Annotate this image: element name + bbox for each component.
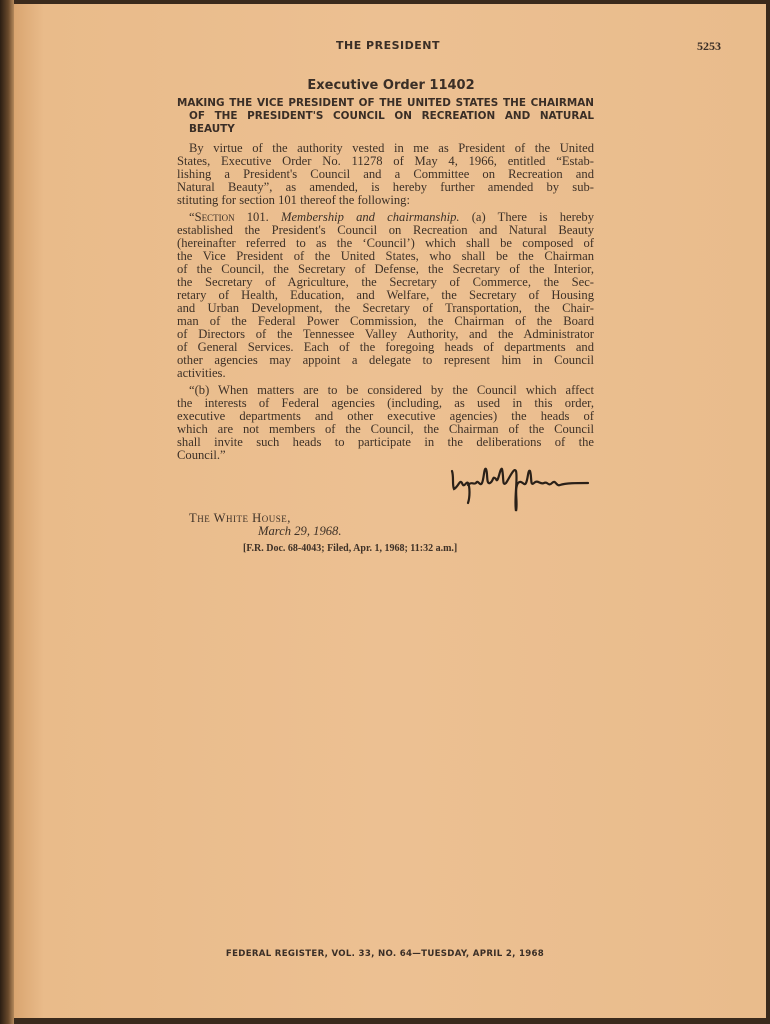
text-line: executive departments and other executive agencies) the heads of xyxy=(177,409,594,423)
text-line: other agencies may appoint a delegate to represent him in Council xyxy=(177,353,594,367)
filing-note: [F.R. Doc. 68-4043; Filed, Apr. 1, 1968; 11:32 a.m.] xyxy=(243,543,458,554)
text-line: man of the Federal Power Commission, the Chairman of the Board xyxy=(177,314,594,328)
text-line: of General Services. Each of the foregoing heads of departments and xyxy=(177,340,594,354)
section-header: THE PRESIDENT xyxy=(336,39,440,52)
heading-line: OF THE PRESIDENT'S COUNCIL ON RECREATION AND NATURAL xyxy=(189,110,594,122)
text-line: Natural Beauty”, as amended, is hereby further amended by sub- xyxy=(177,180,594,194)
text-line: established the President's Council on Recreation and Natural Beauty xyxy=(177,223,594,237)
text-line: stituting for section 101 thereof the following: xyxy=(177,193,410,207)
signature xyxy=(448,463,593,518)
book-binding-edge xyxy=(0,0,14,1024)
section-title: Membership and chairmanship. xyxy=(280,210,460,224)
preamble-paragraph xyxy=(177,142,594,207)
text-line: By virtue of the authority vested in me as President of the United xyxy=(189,141,594,155)
subsection-b-paragraph xyxy=(177,384,594,462)
text-span: (a) There is hereby xyxy=(471,210,594,224)
section-101-paragraph xyxy=(177,211,594,380)
section-number: “Section 101. xyxy=(189,210,269,224)
text-line: States, Executive Order No. 11278 of May 4, 1966, entitled “Estab- xyxy=(177,154,594,168)
text-line: the Vice President of the United States, who shall be the Chairman xyxy=(177,249,594,263)
text-line: “(b) When matters are to be considered by the Council which affect xyxy=(189,383,594,397)
text-line: of Directors of the Tennessee Valley Authority, and the Administrator xyxy=(177,327,594,341)
text-line: and Urban Development, the Secretary of Transportation, the Chair- xyxy=(177,301,594,315)
text-line: activities. xyxy=(177,366,226,380)
place-line: The White House, xyxy=(189,511,291,525)
heading-line: BEAUTY xyxy=(189,123,235,135)
page-number: 5253 xyxy=(697,39,721,53)
text-line: lishing a President's Council and a Committee on Recreation and xyxy=(177,167,594,181)
text-line: Council.” xyxy=(177,448,226,462)
date-line: March 29, 1968. xyxy=(258,524,342,538)
text-line: shall invite such heads to participate in the deliberations of the xyxy=(177,435,594,449)
page-footer: FEDERAL REGISTER, VOL. 33, NO. 64—TUESDAY, APRIL 2, 1968 xyxy=(225,949,545,959)
text-line: of the Council, the Secretary of Defense, the Secretary of the Interior, xyxy=(177,262,594,276)
heading-line: MAKING THE VICE PRESIDENT OF THE UNITED STATES THE CHAIRMAN xyxy=(177,97,594,109)
text-line: (hereinafter referred to as the ‘Council’) which shall be composed of xyxy=(177,236,594,250)
order-title: Executive Order 11402 xyxy=(307,78,475,93)
text-line: which are not members of the Council, the Chairman of the Council xyxy=(177,422,594,436)
text-line: the interests of Federal agencies (including, as used in this order, xyxy=(177,396,594,410)
text-line: retary of Health, Education, and Welfare, the Secretary of Housing xyxy=(177,288,594,302)
order-heading xyxy=(177,97,594,136)
text-line: the Secretary of Agriculture, the Secretary of Commerce, the Sec- xyxy=(177,275,594,289)
